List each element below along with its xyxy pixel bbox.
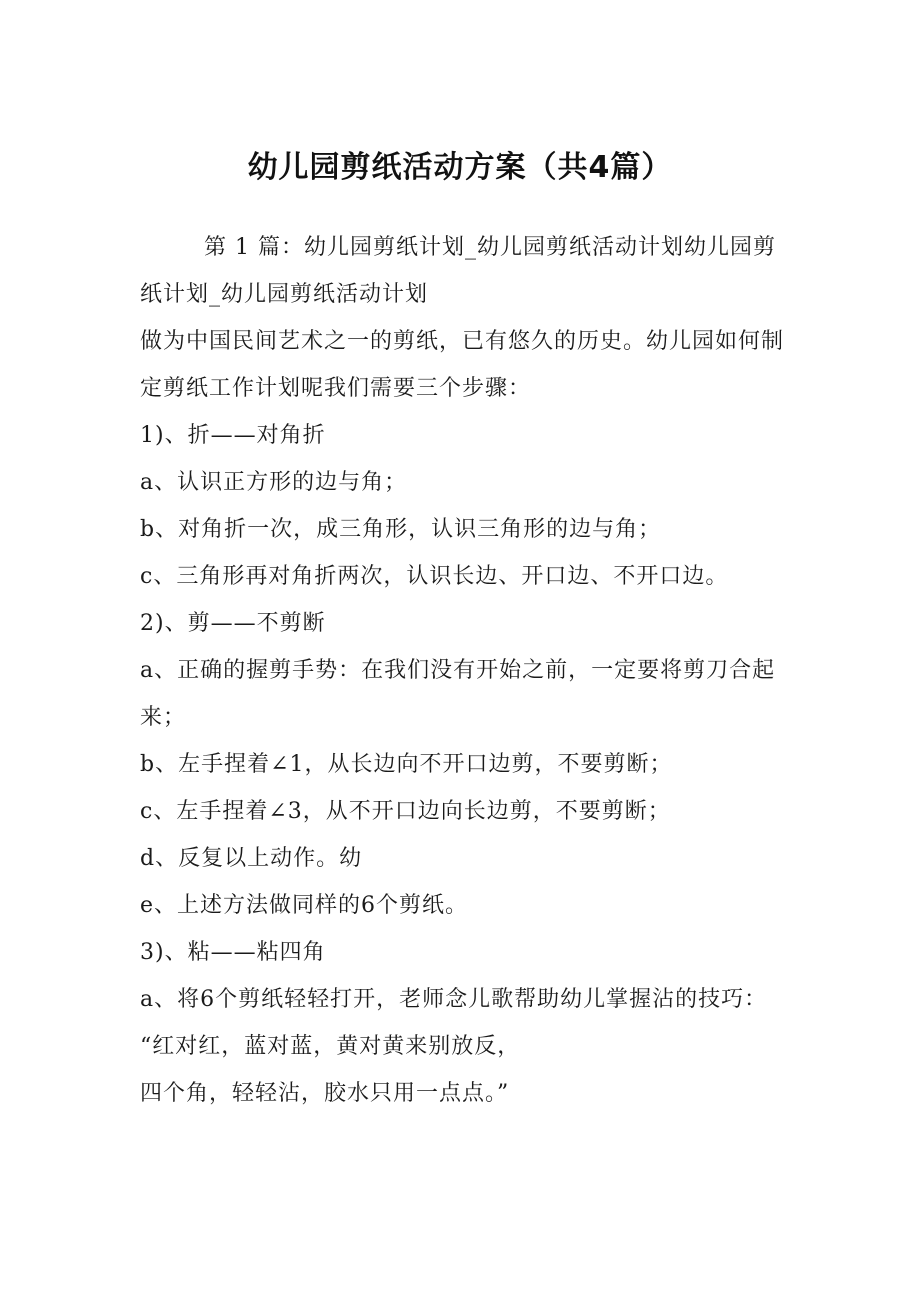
paragraph-step-1b: b、对角折一次，成三角形，认识三角形的边与角； bbox=[140, 517, 662, 542]
paragraph-section-heading: 第 1 篇：幼儿园剪纸计划_幼儿园剪纸活动计划幼儿园剪纸计划_幼儿园剪纸活动计划 bbox=[140, 235, 776, 307]
paragraph-step-2e: e、上述方法做同样的6个剪纸。 bbox=[140, 893, 469, 918]
paragraph-step-1c: c、三角形再对角折两次，认识长边、开口边、不开口边。 bbox=[140, 564, 729, 589]
document-body bbox=[140, 224, 785, 1117]
document-title: 幼儿园剪纸活动方案（共4篇） bbox=[247, 150, 673, 185]
paragraph-intro: 做为中国民间艺术之一的剪纸，已有悠久的历史。幼儿园如何制定剪纸工作计划呢我们需要三个步骤： bbox=[140, 329, 785, 401]
paragraph-step-1: 1)、折——对角折 bbox=[140, 423, 326, 448]
paragraph-step-3: 3)、粘——粘四角 bbox=[140, 940, 326, 965]
paragraph-rhyme-line-1: “红对红，蓝对蓝，黄对黄来别放反， bbox=[140, 1034, 521, 1059]
paragraph-rhyme-line-2: 四个角，轻轻沾，胶水只用一点点。” bbox=[140, 1081, 510, 1106]
paragraph-step-2a: a、正确的握剪手势：在我们没有开始之前，一定要将剪刀合起来； bbox=[140, 658, 776, 730]
paragraph-step-3a: a、将6个剪纸轻轻打开，老师念儿歌帮助幼儿掌握沾的技巧： bbox=[140, 987, 768, 1012]
paragraph-step-2c: c、左手捏着∠3，从不开口边向长边剪，不要剪断； bbox=[140, 799, 671, 824]
paragraph-step-1a: a、认识正方形的边与角； bbox=[140, 470, 408, 495]
paragraph-step-2b: b、左手捏着∠1，从长边向不开口边剪，不要剪断； bbox=[140, 752, 673, 777]
paragraph-step-2d: d、反复以上动作。幼 bbox=[140, 846, 363, 871]
paragraph-step-2: 2)、剪——不剪断 bbox=[140, 611, 326, 636]
